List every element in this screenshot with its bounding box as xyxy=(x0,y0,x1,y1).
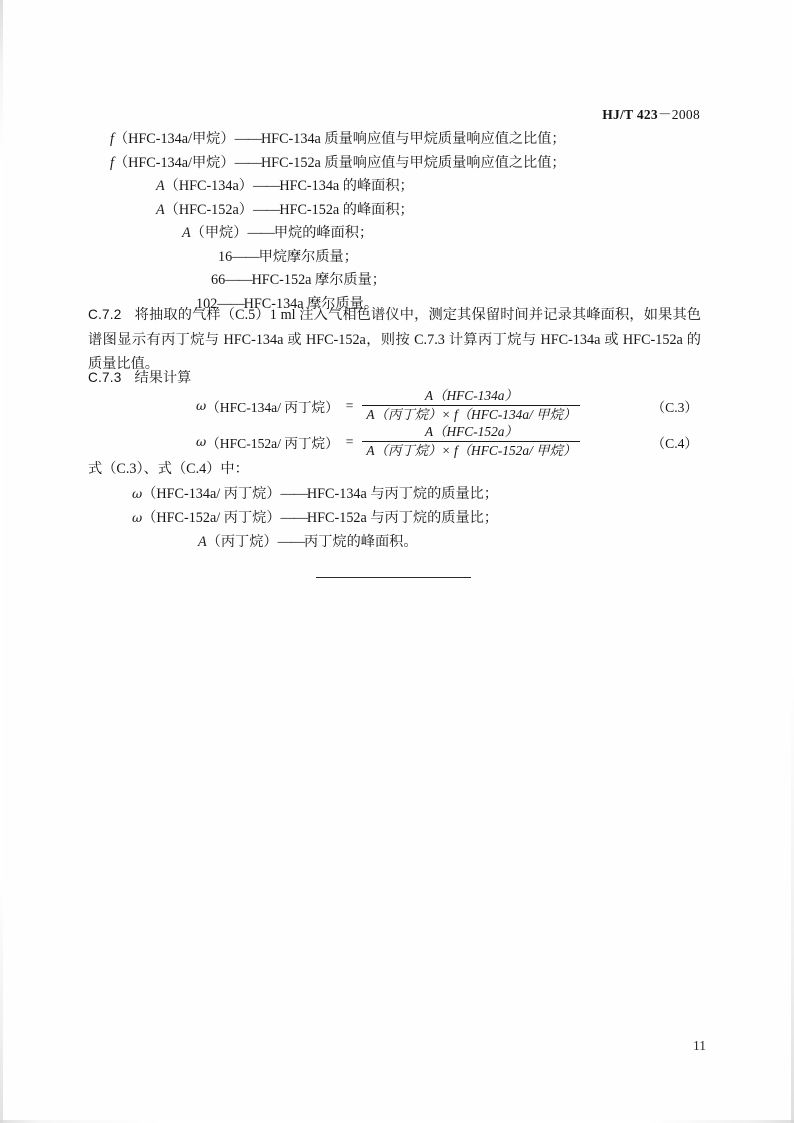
definition-dash: —— xyxy=(280,485,307,502)
definition-description: HFC-152a 摩尔质量； xyxy=(251,272,386,288)
definition-symbol: 66 xyxy=(211,272,226,288)
definition-line xyxy=(88,175,700,199)
definition-dash: —— xyxy=(280,510,307,526)
definition-description: HFC-134a 的峰面积； xyxy=(279,178,414,194)
symbol-definition-list xyxy=(88,128,700,316)
definition-line xyxy=(88,128,700,152)
definition-symbol: A xyxy=(198,533,207,550)
formula-c3-denominator: A（丙丁烷）× f（HFC-134a/ 甲烷） xyxy=(362,405,580,423)
definition-line xyxy=(88,246,700,270)
definition-arguments: （HFC-152a） xyxy=(164,201,253,218)
definition-line xyxy=(88,222,700,246)
definition-line xyxy=(88,506,700,531)
where-intro: 式（C.3）、式（C.4）中： xyxy=(88,461,249,477)
definition-arguments: （丙丁烷） xyxy=(206,533,278,550)
formula-c3-fraction xyxy=(362,388,580,423)
definition-symbol: 16 xyxy=(218,248,233,265)
definition-arguments: （HFC-134a/ 丙丁烷） xyxy=(142,485,281,502)
definition-description: HFC-134a 质量响应值与甲烷质量响应值之比值； xyxy=(260,131,566,147)
definition-line xyxy=(88,152,700,176)
formula-c4-number: （C.4） xyxy=(651,435,698,451)
definition-arguments: （甲烷） xyxy=(190,225,248,241)
formula-c3 xyxy=(88,388,700,423)
definition-arguments: （HFC-134a/甲烷） xyxy=(113,131,235,147)
definition-dash: —— xyxy=(232,248,259,265)
formula-c4-lhs-symbol: ω xyxy=(196,434,207,449)
definition-dash: —— xyxy=(252,178,280,194)
clause-c72-number: C.7.2 xyxy=(88,307,122,322)
definition-dash: —— xyxy=(234,154,261,171)
formula-c3-numerator: A（HFC-134a） xyxy=(424,388,518,403)
definition-symbol: A xyxy=(182,225,191,241)
definition-description: HFC-152a 的峰面积； xyxy=(279,201,414,218)
page-number: 11 xyxy=(693,1038,706,1053)
formula-c4 xyxy=(88,424,700,459)
formula-c3-lhs-symbol: ω xyxy=(196,398,207,413)
definition-arguments: （HFC-134a/甲烷） xyxy=(113,154,235,171)
definition-line xyxy=(88,531,700,555)
definition-dash: —— xyxy=(247,225,274,241)
definition-dash: —— xyxy=(225,272,252,288)
definition-line xyxy=(88,269,700,293)
header-standard-code: HJ/T 423 xyxy=(602,107,658,122)
section-end-rule xyxy=(316,577,471,578)
where-definition-list xyxy=(88,482,700,555)
clause-c73-number: C.7.3 xyxy=(88,370,122,385)
formula-c4-denominator: A（丙丁烷）× f（HFC-152a/ 甲烷） xyxy=(362,441,580,459)
definition-description: HFC-152a 与丙丁烷的质量比； xyxy=(306,510,499,526)
clause-c73-text: 结果计算 xyxy=(134,370,192,386)
where-clause-block xyxy=(88,458,700,554)
formula-c4-equals: = xyxy=(345,433,354,449)
formula-c3-number: （C.3） xyxy=(651,399,698,415)
definition-description: HFC-134a 摩尔质量。 xyxy=(243,295,379,312)
definition-description: 丙丁烷的峰面积。 xyxy=(304,533,418,550)
definition-symbol: ω xyxy=(132,510,143,525)
definition-symbol: A xyxy=(156,201,165,218)
definition-dash: —— xyxy=(234,131,261,147)
definition-symbol: f xyxy=(110,154,114,171)
formula-c4-fraction xyxy=(362,424,580,459)
document-header xyxy=(88,103,700,123)
formula-c4-lhs-args: （HFC-152a/ 丙丁烷） xyxy=(206,435,339,451)
formula-c3-equals: = xyxy=(345,397,354,413)
formula-c3-lhs-args: （HFC-134a/ 丙丁烷） xyxy=(206,399,339,415)
definition-description: HFC-152a 质量响应值与甲烷质量响应值之比值； xyxy=(260,154,566,171)
definition-symbol: f xyxy=(110,131,114,147)
definition-symbol: ω xyxy=(132,485,143,501)
definition-arguments: （HFC-152a/ 丙丁烷） xyxy=(142,510,281,526)
definition-dash: —— xyxy=(217,295,244,312)
clause-c72-text: 将抽取的气样（C.5）1 ml 注入气相色谱仪中，测定其保留时间并记录其峰面积，如果其色谱图显示有丙丁烷与 HFC-134a 或 HFC-152a，则按 C.7.3 计算丙丁烷与 HFC-134a 或 HFC-152a 的质量比值。 xyxy=(88,307,701,372)
header-separator: － xyxy=(657,107,672,122)
definition-line xyxy=(88,482,700,507)
definition-description: 甲烷摩尔质量； xyxy=(258,248,358,265)
definition-symbol: 102 xyxy=(196,295,218,312)
definition-dash: —— xyxy=(252,201,280,218)
definition-symbol: A xyxy=(156,178,165,194)
definition-dash: —— xyxy=(277,533,304,550)
definition-line xyxy=(88,199,700,223)
scan-edge-left xyxy=(0,0,3,1123)
definition-description: 甲烷的峰面积； xyxy=(273,225,374,241)
header-year: 2008 xyxy=(671,107,700,122)
definition-description: HFC-134a 与丙丁烷的质量比； xyxy=(306,485,499,502)
clause-c73-heading xyxy=(88,366,701,391)
definition-arguments: （HFC-134a） xyxy=(164,178,253,194)
formula-c4-numerator: A（HFC-152a） xyxy=(424,424,518,439)
